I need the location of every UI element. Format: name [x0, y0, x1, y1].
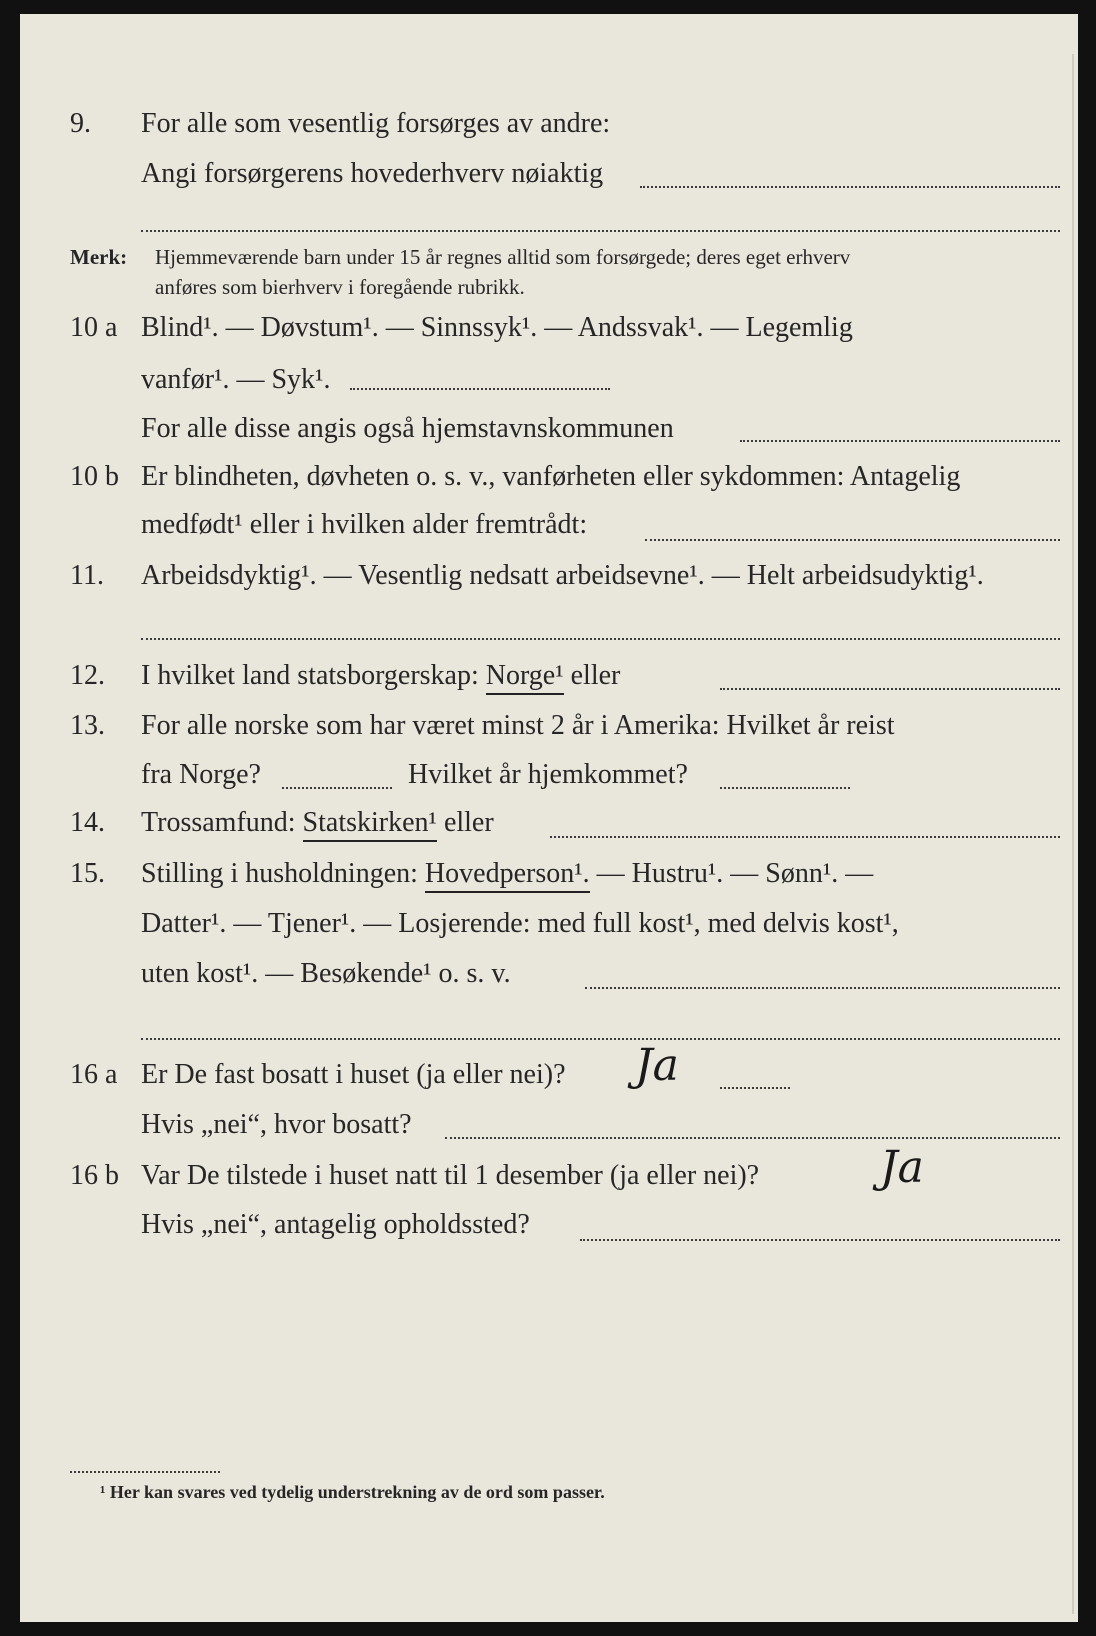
answer-line[interactable] — [141, 230, 1060, 232]
question-text: medfødt¹ eller i hvilken alder fremtrådt: — [141, 509, 588, 540]
question-number: 16 a — [70, 1059, 118, 1090]
question-text: fra Norge? — [141, 759, 261, 790]
selected-option[interactable]: Hovedperson¹. — [425, 858, 590, 893]
answer-line[interactable] — [640, 186, 1060, 188]
question-text: Hvis „nei“, hvor bosatt? — [141, 1109, 412, 1140]
handwritten-answer[interactable]: Ja — [635, 1040, 679, 1091]
note-text: Hjemmeværende barn under 15 år regnes alltid som forsørgede; deres eget erhverv — [155, 245, 851, 269]
question-text: For alle norske som har været minst 2 år i Amerika: Hvilket år reist — [141, 710, 895, 741]
answer-line[interactable] — [141, 638, 1060, 640]
answer-line[interactable] — [445, 1137, 1060, 1139]
answer-line[interactable] — [282, 787, 392, 789]
handwritten-answer[interactable]: Ja — [880, 1142, 924, 1193]
question-number: 14. — [70, 807, 105, 838]
question-text: I hvilket land statsborgerskap: — [141, 660, 479, 691]
question-text: Stilling i husholdningen: — [141, 858, 418, 889]
question-number: 9. — [70, 108, 91, 139]
answer-line[interactable] — [645, 539, 1060, 541]
answer-line[interactable] — [585, 987, 1060, 989]
answer-line[interactable] — [740, 440, 1060, 442]
question-number: 11. — [70, 560, 104, 591]
question-text: uten kost¹. — Besøkende¹ o. s. v. — [141, 958, 511, 989]
question-number: 13. — [70, 710, 105, 741]
answer-line[interactable] — [720, 688, 1060, 690]
question-text: Blind¹. — Døvstum¹. — Sinnssyk¹. — Andssvak¹. — Legemlig — [141, 312, 853, 343]
note-label: Merk: — [70, 245, 128, 269]
selected-option[interactable]: Statskirken¹ — [303, 807, 437, 842]
question-text: Er blindheten, døvheten o. s. v., vanførheten eller sykdommen: Antagelig — [141, 461, 961, 492]
question-text: Datter¹. — Tjener¹. — Losjerende: med full kost¹, med delvis kost¹, — [141, 908, 899, 939]
note-text: anføres som bierhverv i foregående rubrikk. — [155, 275, 525, 299]
question-text: Angi forsørgerens hovederhverv nøiaktig — [141, 158, 604, 189]
selected-option[interactable]: Norge¹ — [486, 660, 564, 695]
question-number: 10 b — [70, 461, 119, 492]
question-number: 15. — [70, 858, 105, 889]
question-number: 10 a — [70, 312, 118, 343]
question-number: 16 b — [70, 1160, 119, 1191]
question-text: Hvilket år hjemkommet? — [408, 759, 688, 790]
question-text: For alle disse angis også hjemstavnskommunen — [141, 413, 674, 444]
question-text: Er De fast bosatt i huset (ja eller nei)? — [141, 1059, 566, 1090]
page-edge-line — [1072, 54, 1074, 1614]
footnote: ¹ Her kan svares ved tydelig understrekning av de ord som passer. — [100, 1482, 605, 1502]
answer-line[interactable] — [550, 836, 1060, 838]
question-text: For alle som vesentlig forsørges av andre: — [141, 108, 611, 139]
question-text: Var De tilstede i huset natt til 1 desember (ja eller nei)? — [141, 1160, 760, 1191]
answer-line[interactable] — [350, 388, 610, 390]
answer-line[interactable] — [580, 1239, 1060, 1241]
question-text: — Hustru¹. — Sønn¹. — — [596, 858, 874, 889]
answer-line[interactable] — [720, 787, 850, 789]
answer-line[interactable] — [141, 1038, 1060, 1040]
question-text: Hvis „nei“, antagelig opholdssted? — [141, 1209, 530, 1240]
question-text: Trossamfund: — [141, 807, 296, 838]
question-text: eller — [570, 660, 621, 691]
question-text: vanfør¹. — Syk¹. — [141, 364, 331, 395]
footnote-separator — [70, 1471, 220, 1473]
question-number: 12. — [70, 660, 105, 691]
question-text: eller — [443, 807, 494, 838]
question-text: Arbeidsdyktig¹. — Vesentlig nedsatt arbeidsevne¹. — Helt arbeidsudyktig¹. — [141, 560, 984, 591]
answer-line[interactable] — [720, 1087, 790, 1089]
census-form-page — [20, 14, 1078, 1622]
